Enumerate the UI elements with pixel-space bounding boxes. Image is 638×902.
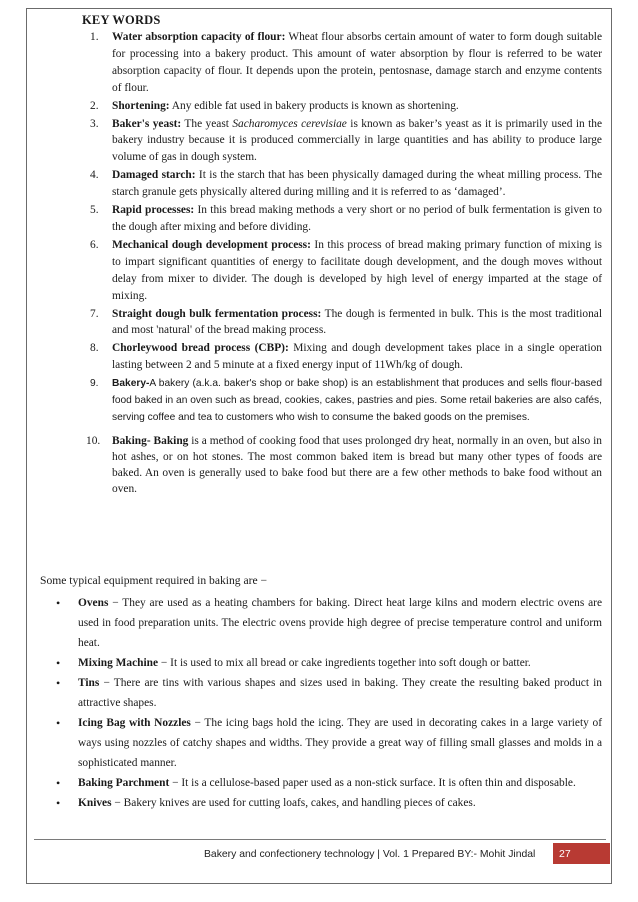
item-text: − There are tins with various shapes and sizes used in baking. They create the resulting baked product in attractive shapes. [78,677,602,709]
item-text: Any edible fat used in bakery products is known as shortening. [169,99,459,112]
item-term: Tins [78,677,100,689]
list-item [86,116,602,167]
item-term: Baker's yeast: [112,117,182,130]
list-item [86,202,602,236]
item-term: Chorleywood bread process (CBP): [112,342,289,355]
footer-divider [34,839,606,840]
item-number: 9. [90,378,99,390]
list-item [86,167,602,201]
equipment-list [54,593,602,813]
item-text: − It is used to mix all bread or cake ingredients together into soft dough or batter. [158,657,531,669]
item-text: A bakery (a.k.a. baker's shop or bake shop) is an establishment that produces and sells flour-based food baked in an oven such as bread, cookies, cakes, pastries and pies. Some retail bakeries are also cafés, serving coffee and tea to customers who wish to consume the baked goods on the premises. [112,378,602,424]
item-number: 2. [90,99,99,112]
bullet-icon: • [56,796,61,810]
item-number: 3. [90,117,99,130]
item-number: 4. [90,169,99,182]
bullet-icon: • [56,676,61,690]
item-text: The dough is fermented in bulk. This is the most traditional and most 'natural' of the bread making process. [112,307,602,337]
item-term: Ovens [78,597,109,609]
item-term: Knives [78,797,112,809]
item-text: Wheat flour absorbs certain amount of water to form dough suitable for processing into a bakery product. This amount of water absorption by flour is referred to be water absorption capacity of flour. It depends upon the protein, pentosnase, damage starch and enzyme contents of flour. [112,31,602,94]
item-text: − Bakery knives are used for cutting loafs, cakes, and handling pieces of cakes. [111,797,476,809]
list-item [86,340,602,374]
item-term: Shortening: [112,99,170,112]
list-item [54,653,602,673]
item-term: Baking Parchment [78,777,170,789]
item-term: Damaged starch: [112,169,196,182]
item-number: 7. [90,307,99,320]
item-term: Straight dough bulk fermentation process: [112,307,322,320]
item-text: In this process of bread making primary function of mixing is to impart significant quantities of energy to facilitate dough development, and the dough moves without delay from mixer to divider. The dough is developed by high level of energy imparted at the stage of mixing. [112,238,602,302]
footer-text: Bakery and confectionery technology | Vol. 1 Prepared BY:- Mohit Jindal [204,849,536,860]
item-text: In this bread making methods a very short or no period of bulk fermentation is given to the dough after mixing and before dividing. [112,204,603,233]
item-term: Mixing Machine [78,657,159,669]
list-item [54,793,602,813]
item-text: − They are used as a heating chambers for baking. Direct heat large kilns and modern electric ovens are used in food preparation units. The electric ovens provide high degree of precise temperature control and uniform heat. [78,597,602,649]
list-item [86,29,602,97]
list-item [86,434,602,497]
key-words-heading: KEY WORDS [82,13,161,27]
list-item [86,98,602,115]
item-term: Mechanical dough development process: [112,238,311,251]
item-text: The yeast [181,117,233,130]
item-term: Icing Bag with Nozzles [78,717,191,729]
key-words-list [86,29,602,498]
list-item [54,593,602,653]
item-term: Baking- Baking [112,435,189,448]
item-number: 1. [90,31,99,43]
item-text: − The icing bags hold the icing. They are used in decorating cakes in a large variety of ways using nozzles of catchy shapes and widths. They provide a great way of filling small glasses and molds in a sophisticated manner. [78,717,602,769]
bullet-icon: • [56,776,61,790]
bullet-icon: • [56,716,61,730]
item-term: Bakery- [112,378,150,390]
species-name: Sacharomyces cerevisiae [232,117,347,130]
item-text: is known as baker’s yeast as it is primarily used in the bakery industry because it is produced commercially in large quantities and has ability to produce large volume of gas in dough system. [112,117,603,164]
item-text: is a method of cooking food that uses prolonged dry heat, normally in an oven, but also in hot ashes, or on hot stones. The most common baked item is bread but many other types of foods are baked. An oven is generally used to bake food but there are a few other methods to bake food without an oven. [112,435,602,495]
item-number: 10. [86,435,101,448]
item-text: Mixing and dough development takes place in a single operation lasting between 2 and 5 minute at a fixed energy input of 11Wh/kg of dough. [112,342,602,372]
list-item [54,713,602,773]
item-term: Rapid processes: [112,204,195,217]
item-number: 8. [90,342,99,355]
item-text: It is the starch that has been physically damaged during the wheat milling process. The starch granule gets physically altered during milling and it is referred to as ‘damaged’. [112,169,603,199]
page-number: 27 [559,848,571,860]
item-number: 6. [90,238,99,251]
item-term: Water absorption capacity of flour: [112,31,286,43]
list-item [54,673,602,713]
list-item [86,237,602,305]
item-text: − It is a cellulose-based paper used as a non-stick surface. It is often thin and disposable. [169,777,576,789]
item-number: 5. [90,204,99,217]
list-item [86,375,602,426]
bullet-icon: • [56,596,61,610]
list-item [86,306,602,340]
list-item [54,773,602,793]
bullet-icon: • [56,656,61,670]
equipment-intro: Some typical equipment required in baking are − [40,574,268,587]
